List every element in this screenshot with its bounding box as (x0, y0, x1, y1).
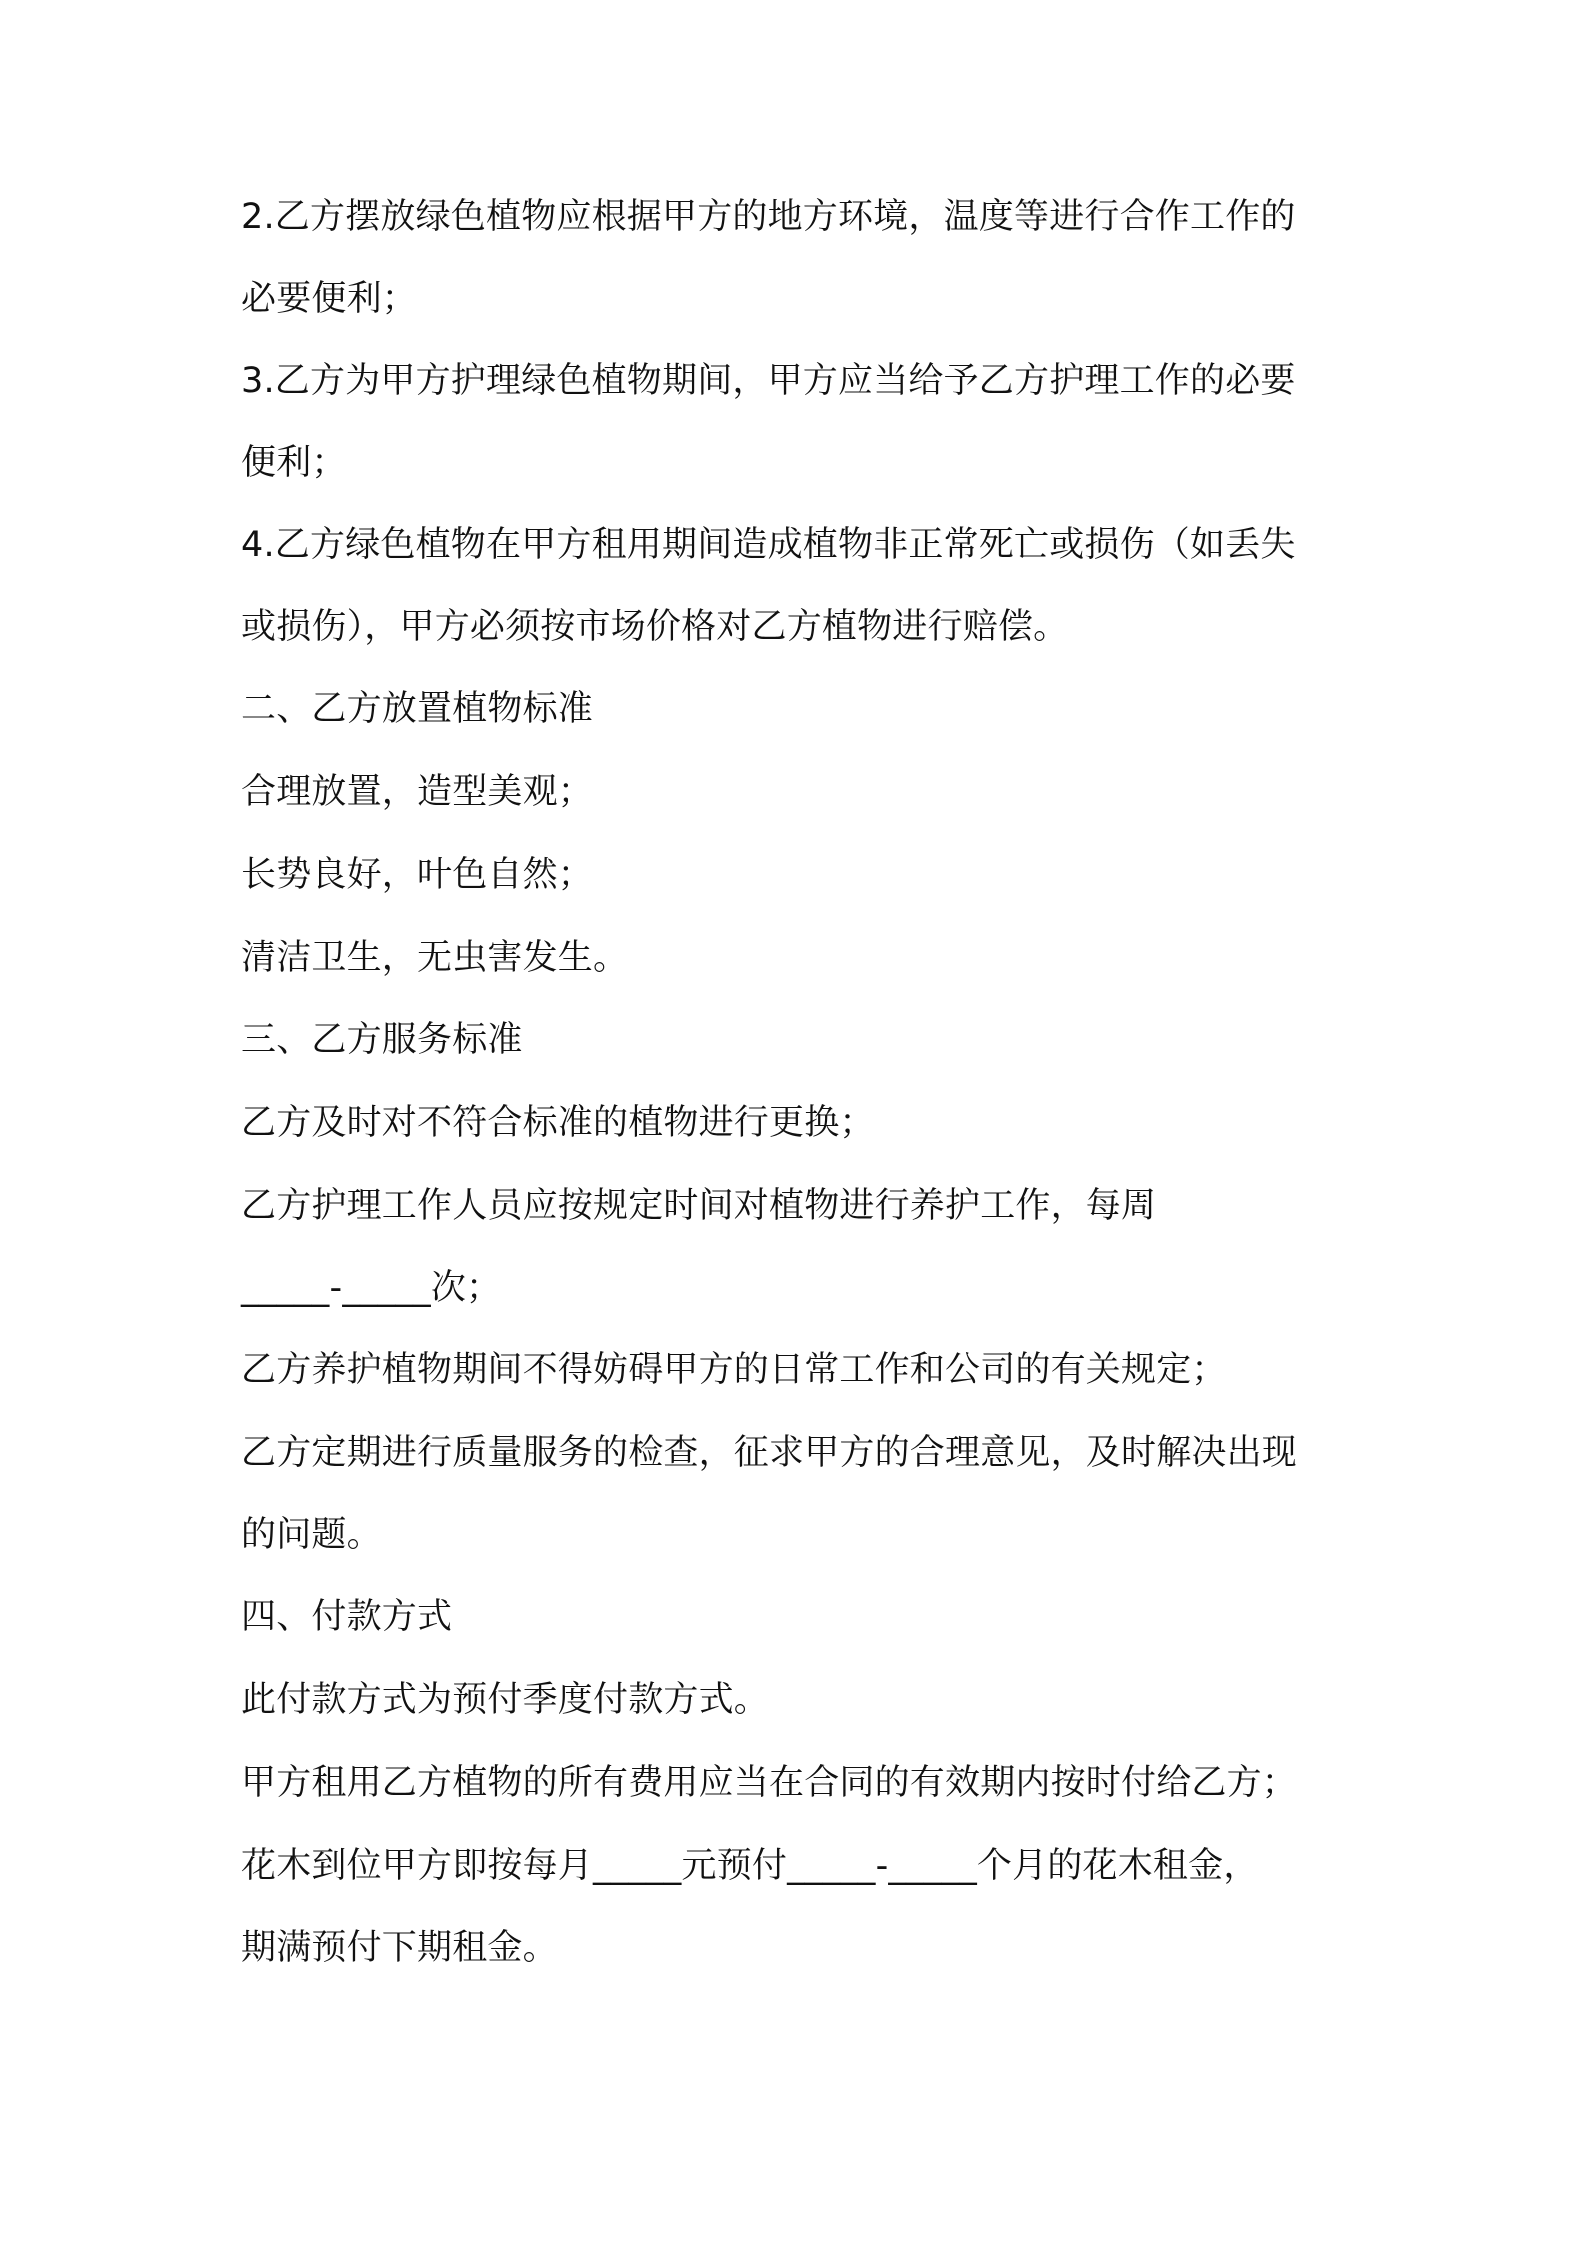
service-item-2-line-1: 乙方护理工作人员应按规定时间对植物进行养护工作，每周 (241, 1186, 1157, 1226)
clause-4-line-1: 4.乙方绿色植物在甲方租用期间造成植物非正常死亡或损伤（如丢失 (241, 525, 1296, 565)
clause-3-line-2: 便利； (241, 443, 347, 483)
service-item-3: 乙方养护植物期间不得妨碍甲方的日常工作和公司的有关规定； (241, 1350, 1227, 1390)
clause-3-line-1: 3.乙方为甲方护理绿色植物期间，甲方应当给予乙方护理工作的必要 (241, 361, 1296, 401)
payment-item-3-line-2: 期满预付下期租金。 (241, 1928, 558, 1968)
service-item-1: 乙方及时对不符合标准的植物进行更换； (241, 1103, 875, 1143)
document-body (241, 196, 1366, 1969)
payment-item-1: 此付款方式为预付季度付款方式。 (241, 1680, 770, 1720)
clause-2-line-2: 必要便利； (241, 279, 418, 319)
section-heading-payment-method: 四、付款方式 (241, 1597, 453, 1637)
service-item-4-line-2: 的问题。 (241, 1515, 382, 1555)
section-heading-placement-standard: 二、乙方放置植物标准 (241, 689, 594, 729)
placement-item-3: 清洁卫生，无虫害发生。 (241, 938, 629, 978)
placement-item-2: 长势良好，叶色自然； (241, 855, 594, 895)
payment-item-2: 甲方租用乙方植物的所有费用应当在合同的有效期内按时付给乙方； (241, 1763, 1298, 1803)
placement-item-1: 合理放置，造型美观； (241, 772, 594, 812)
clause-4-line-2: 或损伤），甲方必须按市场价格对乙方植物进行赔偿。 (241, 607, 1069, 647)
payment-item-3-line-1: 花木到位甲方即按每月_____元预付_____-_____个月的花木租金， (241, 1846, 1259, 1886)
service-item-4-line-1: 乙方定期进行质量服务的检查，征求甲方的合理意见，及时解决出现 (241, 1433, 1298, 1473)
section-heading-service-standard: 三、乙方服务标准 (241, 1020, 523, 1060)
clause-2-line-1: 2.乙方摆放绿色植物应根据甲方的地方环境，温度等进行合作工作的 (241, 197, 1296, 237)
service-item-2-line-2: _____-_____次； (241, 1268, 502, 1308)
